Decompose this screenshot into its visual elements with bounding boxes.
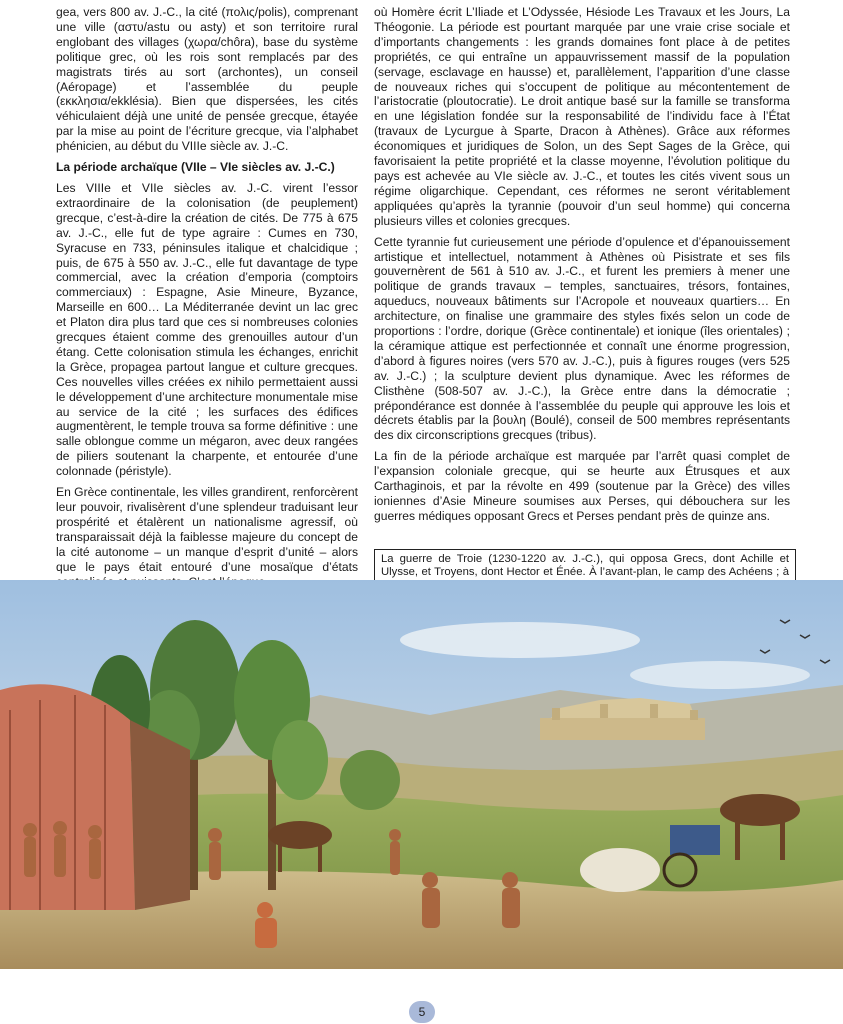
- left-paragraph-2: Les VIIIe et VIIe siècles av. J.-C. virent l’essor extraordinaire de la colonisation (de peuplement) grecque, c’est-à-dire la création de cités. De 775 à 675 av. J.-C., elle fut de type agraire : Cumes en 730, Syracuse en 733, péninsules italique et chalcidique ; puis, de 675 à 550 av. J.-C., elle fut davantage de type commercial, avec la création d’emporia (comptoirs commerciaux) : Espagne, Asie Mineure, Byzance, Marseille en 600… La Méditerranée devint un lac grec et Platon dira plus tard que ces si nombreuses colonies grecques étaient comme des grenouilles autour d’un étang. Cette colonisation stimula les échanges, enrichit la Grèce, propagea partout langue et culture grecques. Ces nouvelles villes créées ex nihilo permettaient aussi le développement d’une architecture monumentale mise au service de la cité ; les surfaces des édifices augmentèrent, le temple trouva sa forme définitive : une salle oblongue comme un mégaron, avec deux rangées de piliers soutenant la charpente, et entourée d’une colonnade (péristyle).: [56, 180, 358, 479]
- right-paragraph-2: Cette tyrannie fut curieusement une période d’opulence et d’épanouissement artistique et intellectuel, notamment à Athènes où Pisistrate et ses fils gouvernèrent de 561 à 510 av. J.-C., et furent les premiers à mener une politique de grands travaux – temples, sanctuaires, trésors, fontaines, aqueducs, nouveaux bâtiments sur l’Acropole et nouveaux quartiers… En architecture, on finalise une grammaire des styles fixés selon un code de proportions : l’ordre, dorique (Grèce continentale) et ionique (îles orientales) ; la céramique attique est perfectionnée et connaît une énorme progression, d’abord à figures noires (vers 570 av. J.-C.), puis à figures rouges (vers 525 av. J.-C.) ; la sculpture devient plus dynamique. Avec les réformes de Clisthène (508-507 av. J.-C.), la Grèce entre dans la démocratie ; prépondérance est donnée à l’assemblée du peuple qui approuve les lois et décrets établis par la βουλη (Boulé), conseil de 500 membres représentants des dix circonscriptions grecques (tribus).: [374, 234, 790, 443]
- left-text-column: [56, 5, 358, 595]
- trojan-war-illustration: [0, 580, 843, 969]
- right-paragraph-1: où Homère écrit L’Iliade et L’Odyssée, Hésiode Les Travaux et les Jours, La Théogonie. La période est pourtant marquée par une vraie crise sociale et d’importants changements : les grands domaines font place à de petites propriétés, ce qui entraîne un appauvrissement massif de la population (servage, esclavage en hausse) et, parallèlement, l’apparition d’une classe de nouveaux riches qui s’occupent de politique au mécontentement de l’aristocratie (ploutocratie). Le droit antique basé sur la famille se transforma en une législation fondée sur la responsabilité de l’individu face à l’État (travaux de Lycurgue à Sparte, Dracon à Athènes). Grâce aux réformes économiques et juridiques de Solon, un des Sept Sages de la Grèce, qui favorisaient la petite propriété et la classe moyenne, l’évolution politique du pays est achevée au VIe siècle av. J.-C., et toutes les cités vivent sous un régime oligarchique. Cependant, ces réformes ne seront véritablement appliquées qu’après la tyrannie (pouvoir d’un seul homme) qui concerna plusieurs villes et colonies grecques.: [374, 5, 790, 228]
- right-text-column: [374, 5, 790, 530]
- section-heading: La période archaïque (VIIe – VIe siècles av. J.-C.): [56, 160, 335, 175]
- right-paragraph-3: La fin de la période archaïque est marquée par l’arrêt quasi complet de l’expansion coloniale grecque, qui se heurte aux Étrusques et aux Carthaginois, et par la révolte en 499 (soutenue par la Grèce) des villes ioniennes d’Asie Mineure soumises aux Perses, qui débouchera sur les guerres médiques opposant Grecs et Perses pendant près de quinze ans.: [374, 449, 790, 523]
- left-paragraph-3: En Grèce continentale, les villes grandirent, renforcèrent leur pouvoir, rivalisèrent d’une splendeur traduisant leur prospérité et étalèrent un nationalisme agressif, où transparaissait déjà la faiblesse majeure du concept de la cité autonome – un manque d’esprit d’unité – alors que le pays était entouré d’une mosaïque d’états: [56, 485, 358, 574]
- page-number: 5: [409, 1001, 435, 1023]
- illustration-caption: La guerre de Troie (1230-1220 av. J.-C.), qui opposa Grecs, dont Achille et Ulysse, et Troyens, dont Hector et Énée. À l’avant-plan, le camp des Achéens ; à: [374, 549, 796, 597]
- left-paragraph-1: gea, vers 800 av. J.-C., la cité (πολις/polis), comprenant une ville (αστυ/astu ou asty) et son territoire rural englobant des villages (χωρα/chôra), base du système politique grec, où les rois sont remplacés par des magistrats tirés au sort (archontes), un conseil (Aéropage) et l’assemblée du peuple (εκκλησια/ekklésia). Bien que dispersées, les cités véhiculaient déjà une unité de pensée grecque, étayée par la mise au point de l’écriture grecque, via l’alphabet phénicien, au début du VIIIe siècle av. J.-C.: [56, 5, 358, 154]
